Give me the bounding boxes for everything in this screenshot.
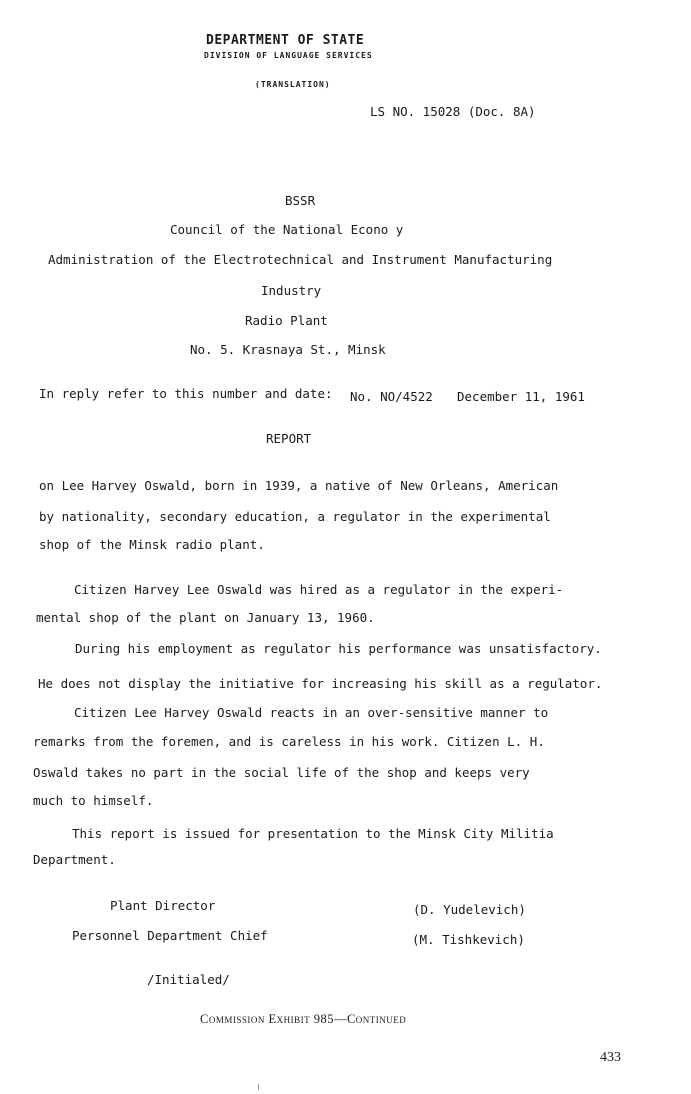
translation-label: (TRANSLATION) (255, 80, 331, 89)
exhibit-caption: Commission Exhibit 985—Continued (200, 1012, 407, 1026)
reference-label: In reply refer to this number and date: (39, 386, 333, 401)
signature-title: Personnel Department Chief (72, 928, 268, 943)
body-line: This report is issued for presentation to the Minsk City Militia (72, 826, 554, 841)
letterhead-bssr: BSSR (285, 193, 316, 208)
subject-line: on Lee Harvey Oswald, born in 1939, a native of New Orleans, American (39, 478, 559, 493)
signature-title: Plant Director (110, 898, 216, 913)
initialed-note: /Initialed/ (147, 972, 230, 987)
body-line: During his employment as regulator his performance was unsatisfactory. (75, 641, 602, 656)
body-line: mental shop of the plant on January 13, 1960. (36, 610, 375, 625)
signature-name: (D. Yudelevich) (413, 902, 526, 917)
subject-line: by nationality, secondary education, a regulator in the experimental (39, 509, 551, 524)
subject-line: shop of the Minsk radio plant. (39, 537, 265, 552)
reference-date: December 11, 1961 (457, 389, 585, 404)
department-heading: DEPARTMENT OF STATE (206, 33, 365, 48)
division-heading: DIVISION OF LANGUAGE SERVICES (204, 51, 373, 60)
report-title: REPORT (266, 431, 312, 446)
letterhead-address: No. 5. Krasnaya St., Minsk (190, 342, 386, 357)
body-line: Oswald takes no part in the social life of the shop and keeps very (33, 765, 530, 780)
body-line: Citizen Harvey Lee Oswald was hired as a regulator in the experi- (74, 582, 564, 597)
body-line: remarks from the foremen, and is careless in his work. Citizen L. H. (33, 734, 545, 749)
body-line: Citizen Lee Harvey Oswald reacts in an over-sensitive manner to (74, 705, 549, 720)
body-line: much to himself. (33, 793, 154, 808)
body-line: Department. (33, 852, 116, 867)
signature-name: (M. Tishkevich) (412, 932, 525, 947)
body-line: He does not display the initiative for increasing his skill as a regulator. (38, 676, 603, 691)
scan-mark (258, 1084, 259, 1090)
letterhead-administration: Administration of the Electrotechnical and Instrument Manufacturing (48, 252, 553, 267)
letterhead-industry: Industry (261, 283, 322, 298)
letterhead-council: Council of the National Econo y (170, 222, 404, 237)
page-number: 433 (600, 1050, 621, 1065)
ls-number: LS NO. 15028 (Doc. 8A) (370, 104, 536, 119)
letterhead-radio-plant: Radio Plant (245, 313, 328, 328)
reference-number: No. NO/4522 (350, 389, 433, 404)
